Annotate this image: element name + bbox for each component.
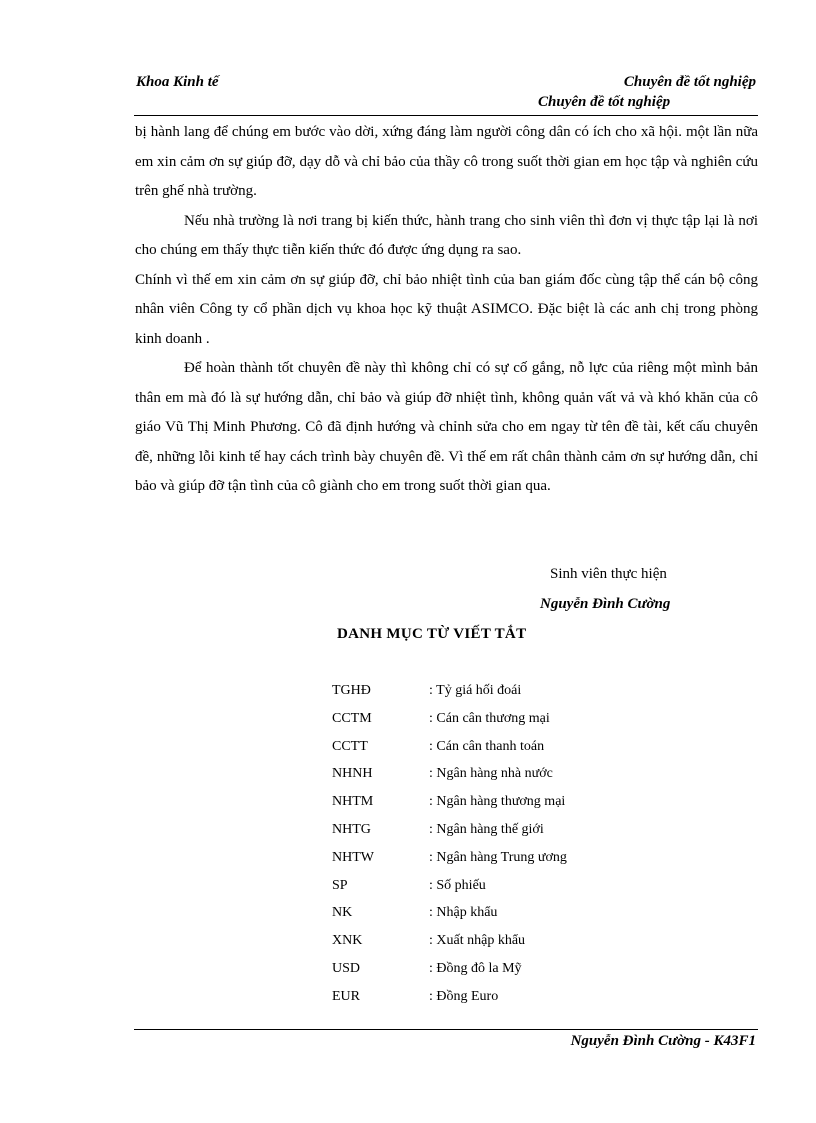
abbreviation-code: CCTM bbox=[332, 710, 372, 726]
abbreviation-code: TGHĐ bbox=[332, 683, 371, 698]
abbreviation-meaning: : Cán cân thương mại bbox=[429, 710, 550, 726]
abbreviation-meaning: : Ngân hàng thế giới bbox=[429, 821, 544, 837]
abbreviation-row bbox=[332, 850, 567, 878]
abbreviation-code: NHTM bbox=[332, 794, 374, 810]
abbreviation-meaning: : Số phiếu bbox=[429, 877, 486, 893]
abbreviation-meaning: : Xuất nhập khẩu bbox=[429, 933, 526, 949]
abbreviation-code: NHNH bbox=[332, 766, 373, 782]
paragraph: bị hành lang để chúng em bước vào dời, xứng đáng làm người công dân có ích cho xã hội. một lần nữa em xin cảm ơn sự giúp đỡ, dạy dỗ và chỉ bảo của thầy cô trong suốt thời gian em học tập và nghiên cứu trên ghế nhà trường. bbox=[135, 124, 758, 199]
abbreviation-row bbox=[332, 822, 567, 850]
abbreviation-code: USD bbox=[332, 960, 361, 976]
abbreviation-meaning: : Ngân hàng thương mại bbox=[429, 794, 566, 810]
abbreviation-row bbox=[332, 794, 567, 822]
acknowledgement-body bbox=[135, 118, 758, 502]
abbreviation-code: NHTG bbox=[332, 821, 371, 837]
abbreviation-list bbox=[332, 683, 567, 1017]
paragraph: Chính vì thế em xin cảm ơn sự giúp đỡ, chỉ bảo nhiệt tình của ban giám đốc cùng tập thể cán bộ công nhân viên Công ty cổ phần dịch vụ khoa học kỹ thuật ASIMCO. Đặc biệt là các anh chị trong phòng kinh doanh . bbox=[135, 271, 758, 347]
abbreviation-code: EUR bbox=[332, 988, 360, 1004]
signature-role: Sinh viên thực hiện bbox=[550, 566, 667, 582]
header-department: Khoa Kinh tế bbox=[136, 74, 219, 90]
abbreviation-row bbox=[332, 905, 567, 933]
abbreviation-meaning: : Đồng đô la Mỹ bbox=[429, 960, 522, 976]
abbreviation-meaning: : Ngân hàng nhà nước bbox=[429, 766, 553, 782]
abbreviation-list-title: DANH MỤC TỪ VIẾT TẮT bbox=[337, 626, 527, 642]
abbreviation-code: SP bbox=[332, 877, 348, 893]
abbreviation-meaning: : Đồng Euro bbox=[429, 988, 499, 1004]
abbreviation-meaning: : Nhập khẩu bbox=[429, 905, 498, 921]
abbreviation-row bbox=[332, 989, 567, 1017]
signature-name: Nguyễn Đình Cường bbox=[540, 596, 671, 612]
paragraph: Nếu nhà trường là nơi trang bị kiến thức, hành trang cho sinh viên thì đơn vị thực tập lại là nơi cho chúng em thấy thực tiễn kiến thức đó được ứng dụng ra sao. bbox=[135, 212, 758, 258]
abbreviation-row bbox=[332, 766, 567, 794]
abbreviation-row bbox=[332, 739, 567, 767]
abbreviation-code: NHTW bbox=[332, 849, 374, 865]
header-title-duplicate: Chuyên đề tốt nghiệp bbox=[538, 94, 671, 110]
header-rule bbox=[134, 115, 758, 116]
abbreviation-meaning: : Tỷ giá hối đoái bbox=[429, 683, 522, 698]
abbreviation-code: CCTT bbox=[332, 738, 368, 754]
abbreviation-meaning: : Ngân hàng Trung ương bbox=[429, 849, 567, 865]
abbreviation-row bbox=[332, 961, 567, 989]
footer-author: Nguyễn Đình Cường - K43F1 bbox=[570, 1033, 756, 1049]
abbreviation-row bbox=[332, 711, 567, 739]
abbreviation-row bbox=[332, 683, 567, 711]
paragraph: Để hoàn thành tốt chuyên đề này thì không chỉ có sự cố gắng, nỗ lực của riêng một mình bản thân em mà đó là sự hướng dẫn, chỉ bảo và giúp đỡ nhiệt tình, không quản vất vả và khó khăn của cô giáo Vũ Thị Minh Phương. Cô đã định hướng và chỉnh sửa cho em ngay từ tên đề tài, kết cấu chuyên đề, những lỗi kinh tế hay cách trình bày chuyên đề. Vì thế em rất chân thành cảm ơn sự hướng dẫn, chỉ bảo và giúp đỡ tận tình của cô giành cho em trong suốt thời gian qua. bbox=[135, 360, 758, 494]
header-title: Chuyên đề tốt nghiệp bbox=[623, 74, 756, 90]
abbreviation-code: XNK bbox=[332, 933, 363, 949]
abbreviation-row bbox=[332, 878, 567, 906]
abbreviation-row bbox=[332, 933, 567, 961]
footer-rule bbox=[134, 1029, 758, 1030]
abbreviation-code: NK bbox=[332, 905, 353, 921]
abbreviation-meaning: : Cán cân thanh toán bbox=[429, 738, 545, 754]
